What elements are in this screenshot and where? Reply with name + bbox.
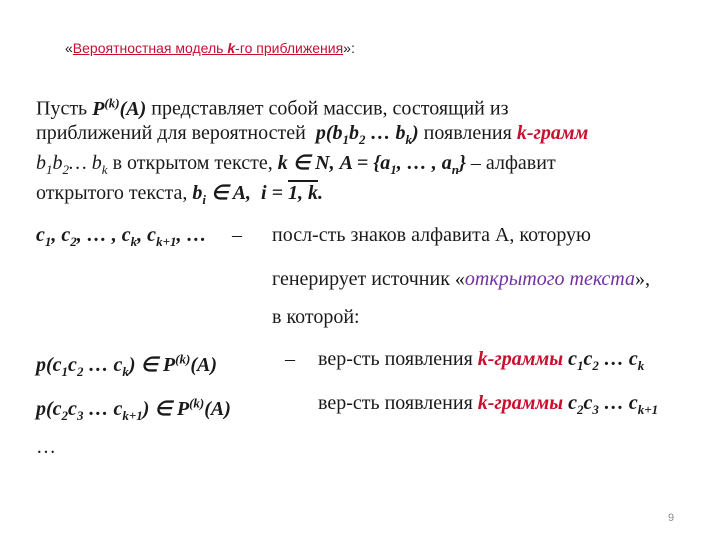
sequence-line-2: генерирует источник «открытого текста», — [272, 268, 650, 290]
page-number: 9 — [668, 512, 675, 524]
paragraph-line-3: $b_1b_2\dots$ $b_k$ в открытом тексте, k ∈ N, $A = \{a_1$, … , $a_n$} – алфавит — [36, 152, 556, 177]
formula-p-b: $p(b_1b_2$ … $b_k$) — [310, 122, 419, 147]
ellipsis: … — [36, 436, 56, 458]
row-1-lhs: $p(c_1c_2$ … $c_k$) ∈ $P^{(k)}(A)$ — [36, 351, 217, 379]
sequence-line-1: посл-сть знаков алфавита A, которую — [272, 224, 591, 246]
kgram-term: k-грамм — [516, 122, 589, 144]
row-1-text: вер-сть появления k-граммы $c_1c_2$ … $c_k$ — [318, 348, 645, 373]
row-1-dash: – — [285, 348, 295, 370]
formula-pk-a: $P^{(k)}(A)$ — [92, 95, 147, 120]
formula-b-seq: $b_1b_2\dots$ $b_k$ — [36, 152, 108, 177]
paragraph-line-1: Пусть $P^{(k)}(A)$ представляет собой массив, состоящий из — [36, 95, 509, 120]
formula-alphabet: $A = \{a_1$, … , $a_n$} — [339, 152, 466, 177]
definition-paragraph — [36, 88, 696, 208]
row-2-text: вер-сть появления k-граммы $c_2c_3$ … $c_{k+1}$ — [318, 392, 659, 417]
formula-k-in-n: k ∈ N, — [277, 152, 335, 174]
title-close: »: — [343, 40, 355, 56]
slide-title — [65, 40, 355, 56]
row-2-lhs: $p(c_2c_3$ … $c_{k+1}$) ∈ $P^{(k)}(A)$ — [36, 395, 231, 423]
sequence-lhs: $c_1$, $c_2$, … , $c_k$, $c_{k+1}$, … — [36, 224, 207, 249]
formula-bi: $b_i$ ∈ A, i = 1, k. — [192, 182, 323, 207]
sequence-line-3: в которой: — [272, 306, 360, 328]
title-text: Вероятностная модель k-го приближения — [72, 40, 344, 56]
title-open-quote: « — [65, 40, 73, 56]
sequence-dash: – — [232, 224, 242, 246]
paragraph-line-2: приближений для вероятностей $p(b_1b_2$ … $b_k$) появления k-грамм — [36, 122, 589, 147]
paragraph-line-4: открытого текста, $b_i$ ∈ A, i = 1, k. — [36, 182, 323, 207]
